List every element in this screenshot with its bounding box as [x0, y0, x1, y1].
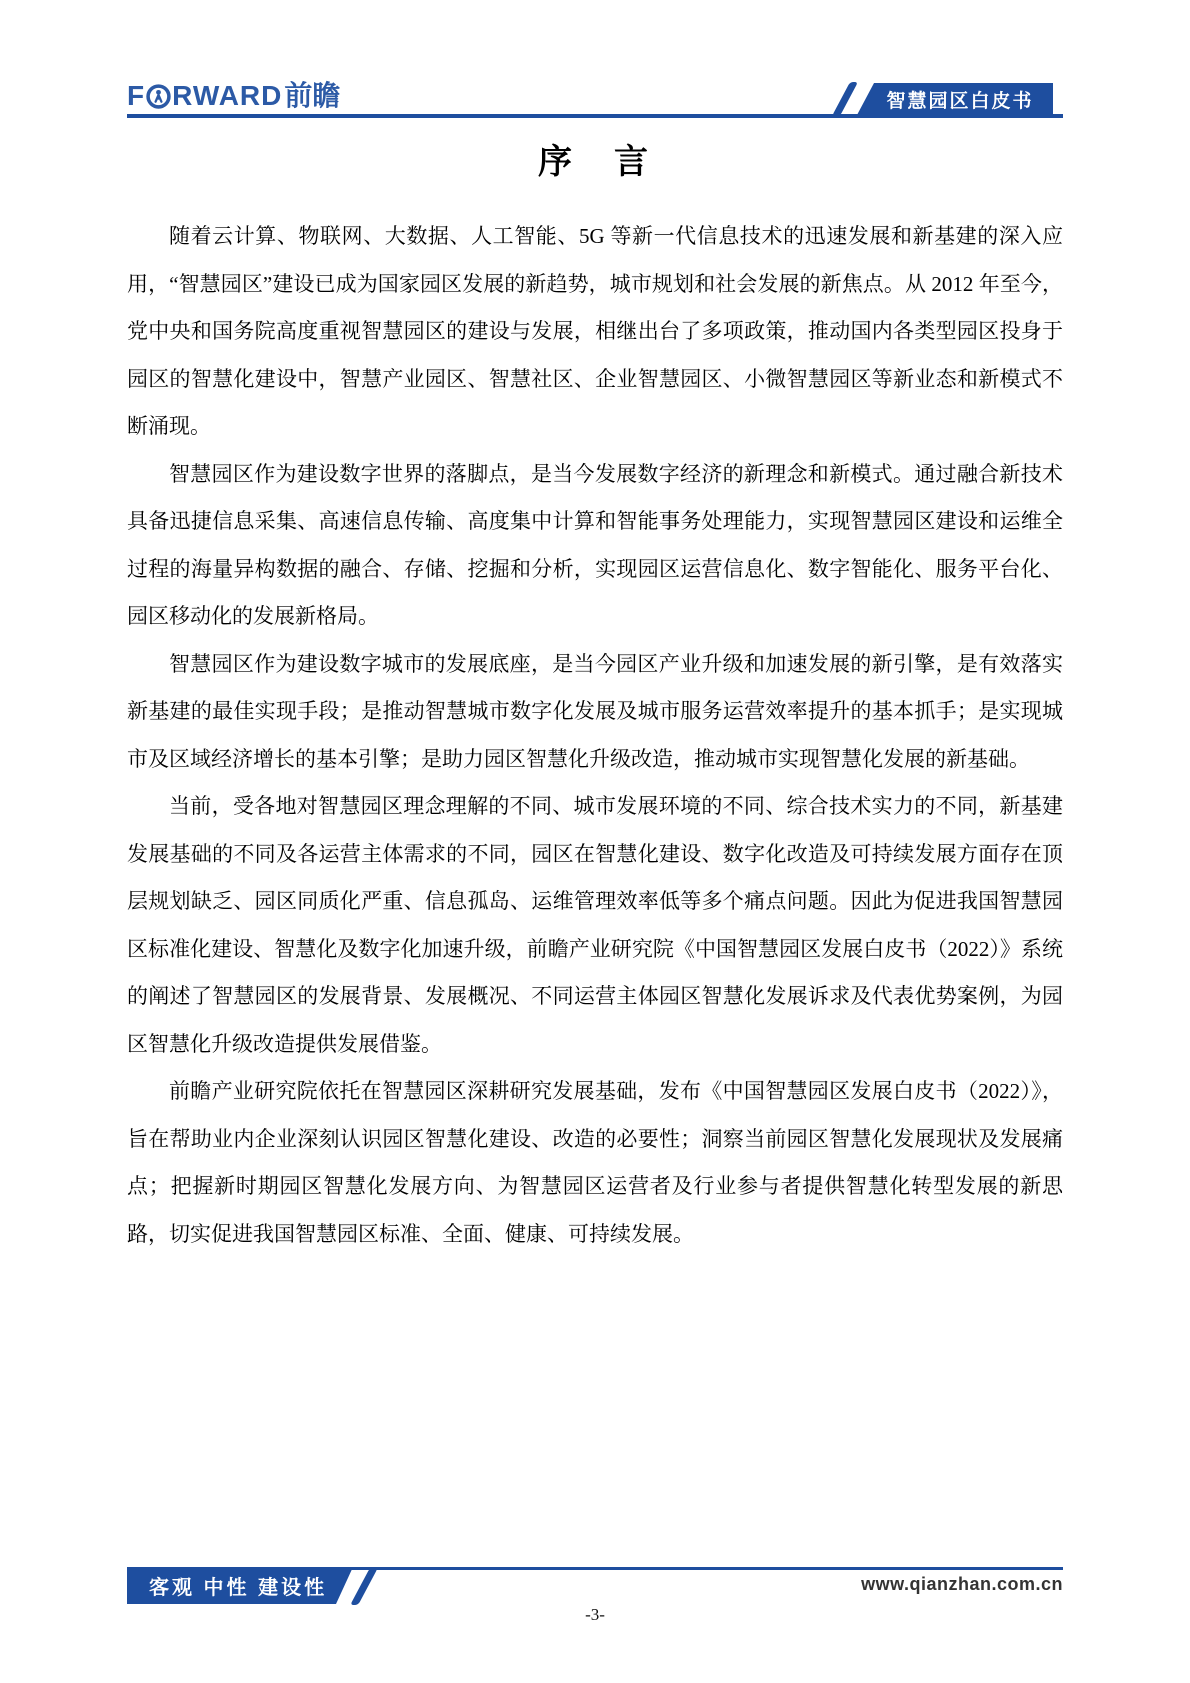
- website-link[interactable]: www.qianzhan.com.cn: [861, 1574, 1063, 1594]
- paragraph-5: 前瞻产业研究院依托在智慧园区深耕研究发展基础，发布《中国智慧园区发展白皮书（2022）》，旨在帮助业内企业深刻认识园区智慧化建设、改造的必要性；洞察当前园区智慧化发展现状及发展痛点；把握新时期园区智慧化发展方向、为智慧园区运营者及行业参与者提供智慧化转型发展的新思路，切实促进我国智慧园区标准、全面、健康、可持续发展。: [127, 1079, 1063, 1246]
- page-footer: [127, 1567, 1063, 1631]
- footer-slogan-badge: [127, 1567, 353, 1604]
- document-body: [127, 213, 1063, 1258]
- logo-text-prefix: F: [127, 80, 146, 111]
- page-header: [127, 76, 1063, 118]
- header-badge: [857, 83, 1053, 115]
- header-badge-label: 智慧园区白皮书: [886, 90, 1034, 112]
- paragraph-4: 当前，受各地对智慧园区理念理解的不同、城市发展环境的不同、综合技术实力的不同，新基建发展基础的不同及各运营主体需求的不同，园区在智慧化建设、数字化改造及可持续发展方面存在顶层规划缺乏、园区同质化严重、信息孤岛、运维管理效率低等多个痛点问题。因此为促进我国智慧园区标准化建设、智慧化及数字化加速升级，前瞻产业研究院《中国智慧园区发展白皮书（2022）》系统的阐述了智慧园区的发展背景、发展概况、不同运营主体园区智慧化发展诉求及代表优势案例，为园区智慧化升级改造提供发展借鉴。: [127, 794, 1063, 1056]
- brand-logo: [127, 82, 340, 110]
- footer-slogan-swoosh: [350, 1568, 378, 1605]
- logo-text-suffix: RWARD: [172, 80, 283, 111]
- page-title: 序 言: [538, 143, 652, 181]
- footer-slogan-label: 客观 中性 建设性: [149, 1577, 328, 1599]
- paragraph-3: 智慧园区作为建设数字城市的发展底座，是当今园区产业升级和加速发展的新引擎，是有效落实新基建的最佳实现手段；是推动智慧城市数字化发展及城市服务运营效率提升的基本抓手；是实现城市及区域经济增长的基本引擎；是助力园区智慧化升级改造，推动城市实现智慧化发展的新基础。: [127, 651, 1063, 771]
- paragraph-1: 随着云计算、物联网、大数据、人工智能、5G 等新一代信息技术的迅速发展和新基建的深入应用，“智慧园区”建设已成为国家园区发展的新趋势，城市规划和社会发展的新焦点。从 2012 年至今，党中央和国务院高度重视智慧园区的建设与发展，相继出台了多项政策，推动国内各类型园区投身于园区的智慧化建设中，智慧产业园区、智慧社区、企业智慧园区、小微智慧园区等新业态和新模式不断涌现。: [127, 224, 1063, 438]
- header-badge-swoosh: [832, 82, 858, 116]
- page-number: -3-: [585, 1605, 605, 1624]
- paragraph-2: 智慧园区作为建设数字世界的落脚点，是当今发展数字经济的新理念和新模式。通过融合新技术具备迅捷信息采集、高速信息传输、高度集中计算和智能事务处理能力，实现智慧园区建设和运维全过程的海量异构数据的融合、存储、挖掘和分析，实现园区运营信息化、数字智能化、服务平台化、园区移动化的发展新格局。: [127, 461, 1063, 628]
- logo-text-cn: 前瞻: [284, 80, 341, 111]
- logo-person-circle-icon: [145, 84, 172, 109]
